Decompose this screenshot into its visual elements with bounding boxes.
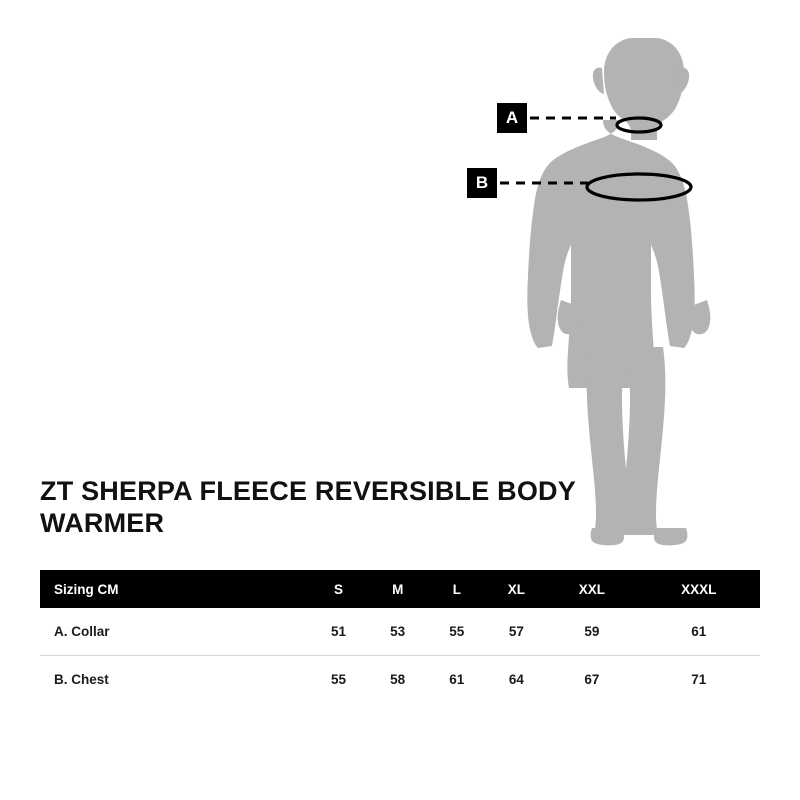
table-row	[40, 608, 760, 656]
chest-value-xl: 64	[486, 656, 546, 704]
chest-value-xxl: 67	[546, 656, 637, 704]
column-header-s: S	[309, 570, 368, 608]
row-label-collar: A. Collar	[40, 608, 309, 656]
callout-b-label: B	[475, 173, 489, 192]
chest-value-s: 55	[309, 656, 368, 704]
collar-value-m: 53	[368, 608, 427, 656]
column-header-xl: XL	[486, 570, 546, 608]
collar-value-s: 51	[309, 608, 368, 656]
chest-value-l: 61	[427, 656, 486, 704]
chest-value-m: 58	[368, 656, 427, 704]
male-torso-silhouette	[527, 38, 710, 545]
column-header-xxxl: XXXL	[638, 570, 761, 608]
chest-value-xxxl: 71	[638, 656, 761, 704]
table-row	[40, 656, 760, 704]
size-chart-head	[40, 570, 760, 608]
product-title: ZT SHERPA FLEECE REVERSIBLE BODY WARMER	[40, 476, 576, 538]
callout-marker-b	[467, 168, 497, 198]
column-header-m: M	[368, 570, 427, 608]
row-label-chest: B. Chest	[40, 656, 309, 704]
size-chart-table	[40, 570, 760, 703]
table-header-row	[40, 570, 760, 608]
collar-value-xxl: 59	[546, 608, 637, 656]
collar-value-l: 55	[427, 608, 486, 656]
collar-value-xl: 57	[486, 608, 546, 656]
collar-value-xxxl: 61	[638, 608, 761, 656]
column-header-sizing: Sizing CM	[40, 570, 309, 608]
size-chart-body	[40, 608, 760, 703]
column-header-l: L	[427, 570, 486, 608]
callout-a-label: A	[505, 108, 519, 127]
callout-marker-a	[497, 103, 527, 133]
column-header-xxl: XXL	[546, 570, 637, 608]
